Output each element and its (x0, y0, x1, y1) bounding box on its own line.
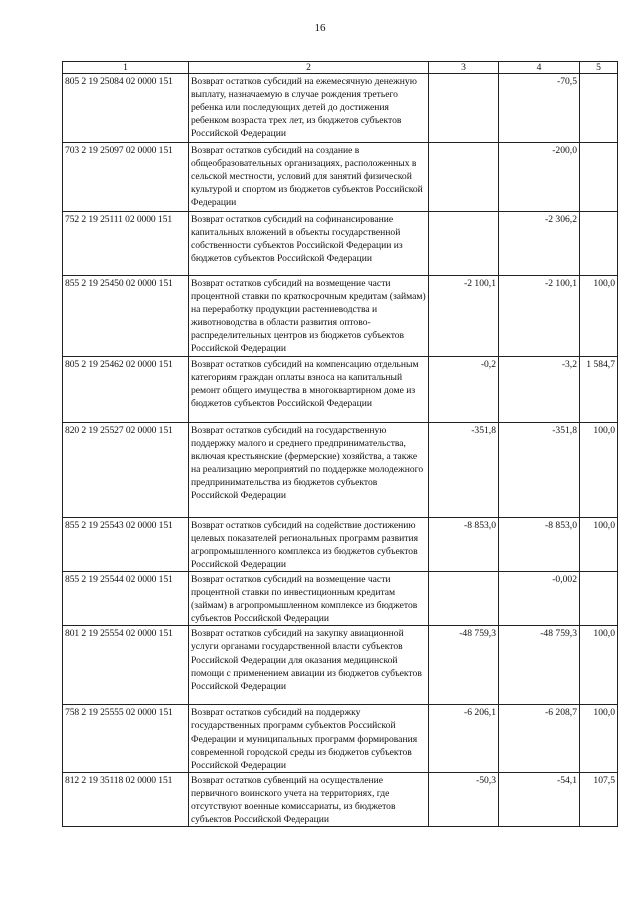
value-col4: -6 208,7 (499, 705, 580, 772)
value-col4: -3,2 (499, 356, 580, 422)
value-col3: -6 206,1 (429, 705, 499, 772)
value-col5 (580, 571, 618, 625)
value-col4: -8 853,0 (499, 517, 580, 571)
item-name: Возврат остатков субсидий на возмещение части процентной ставки по краткосрочным кредитам (займам) на переработку продукции растениеводства и животноводства в области развития оптово-распределительных центров из бюджетов субъектов Российской Федерации (189, 276, 429, 357)
value-col4: -54,1 (499, 772, 580, 826)
value-col4: -2 306,2 (499, 212, 580, 276)
item-name: Возврат остатков субсидий на государственную поддержку малого и среднего предпринимательства, включая крестьянские (фермерские) хозяйства, а также на реализацию мероприятий по поддержке молодежного предпринимательства из бюджетов субъектов Российской Федерации (189, 422, 429, 517)
value-col4: -70,5 (499, 74, 580, 143)
budget-code: 812 2 19 35118 02 0000 151 (63, 772, 189, 826)
table-row (63, 517, 618, 571)
value-col3 (429, 143, 499, 212)
value-col5 (580, 74, 618, 143)
item-name: Возврат остатков субсидий на содействие достижению целевых показателей региональных программ развития агропромышленного комплекса из бюджетов субъектов Российской Федерации (189, 517, 429, 571)
budget-code: 805 2 19 25462 02 0000 151 (63, 356, 189, 422)
value-col5: 100,0 (580, 422, 618, 517)
value-col3: -351,8 (429, 422, 499, 517)
column-header-2: 2 (189, 62, 429, 74)
table-row (63, 571, 618, 625)
table-row (63, 356, 618, 422)
item-name: Возврат остатков субсидий на компенсацию отдельным категориям граждан оплаты взноса на капитальный ремонт общего имущества в многоквартирном доме из бюджетов субъектов Российской Федерации (189, 356, 429, 422)
value-col4: -351,8 (499, 422, 580, 517)
value-col4: -2 100,1 (499, 276, 580, 357)
column-header-1: 1 (63, 62, 189, 74)
value-col5: 100,0 (580, 626, 618, 705)
value-col4: -48 759,3 (499, 626, 580, 705)
item-name: Возврат остатков субсидий на возмещение части процентной ставки по инвестиционным кредитам (займам) в агропромышленном комплексе из бюджетов субъектов Российской Федерации (189, 571, 429, 625)
value-col3: -50,3 (429, 772, 499, 826)
item-name: Возврат остатков субсидий на ежемесячную денежную выплату, назначаемую в случае рождения третьего ребенка или последующих детей до достижения ребенком возраста трех лет, из бюджетов субъектов Российской Федерации (189, 74, 429, 143)
value-col5 (580, 212, 618, 276)
value-col5: 100,0 (580, 517, 618, 571)
table-row (63, 705, 618, 772)
budget-code: 805 2 19 25084 02 0000 151 (63, 74, 189, 143)
value-col5 (580, 143, 618, 212)
table-row (63, 626, 618, 705)
budget-code: 703 2 19 25097 02 0000 151 (63, 143, 189, 212)
table-row (63, 276, 618, 357)
item-name: Возврат остатков субсидий на софинансирование капитальных вложений в объекты государственной собственности субъектов Российской Федерации из бюджетов субъектов Российской Федерации (189, 212, 429, 276)
value-col5: 107,5 (580, 772, 618, 826)
table-row (63, 772, 618, 826)
table-row (63, 212, 618, 276)
column-header-5: 5 (580, 62, 618, 74)
budget-code: 820 2 19 25527 02 0000 151 (63, 422, 189, 517)
value-col5: 100,0 (580, 705, 618, 772)
value-col4: -200,0 (499, 143, 580, 212)
value-col3: -2 100,1 (429, 276, 499, 357)
budget-code: 752 2 19 25111 02 0000 151 (63, 212, 189, 276)
column-header-3: 3 (429, 62, 499, 74)
budget-code: 758 2 19 25555 02 0000 151 (63, 705, 189, 772)
budget-table (62, 61, 618, 827)
table-header-row (63, 62, 618, 74)
budget-code: 855 2 19 25450 02 0000 151 (63, 276, 189, 357)
value-col3: -48 759,3 (429, 626, 499, 705)
item-name: Возврат остатков субсидий на поддержку государственных программ субъектов Российской Федерации и муниципальных программ формирования современной городской среды из бюджетов субъектов Российской Федерации (189, 705, 429, 772)
value-col5: 100,0 (580, 276, 618, 357)
value-col4: -0,002 (499, 571, 580, 625)
budget-code: 855 2 19 25543 02 0000 151 (63, 517, 189, 571)
value-col3: -0,2 (429, 356, 499, 422)
item-name: Возврат остатков субсидий на закупку авиационной услуги органами государственной власти субъектов Российской Федерации для оказания медицинской помощи с применением авиации из бюджетов субъектов Российской Федерации (189, 626, 429, 705)
value-col3 (429, 571, 499, 625)
page-number: 16 (314, 22, 326, 34)
table-row (63, 143, 618, 212)
budget-code: 855 2 19 25544 02 0000 151 (63, 571, 189, 625)
value-col5: 1 584,7 (580, 356, 618, 422)
item-name: Возврат остатков субсидий на создание в общеобразовательных организациях, расположенных в сельской местности, условий для занятий физической культурой и спортом из бюджетов субъектов Российской Федерации (189, 143, 429, 212)
table-row (63, 422, 618, 517)
value-col3: -8 853,0 (429, 517, 499, 571)
budget-code: 801 2 19 25554 02 0000 151 (63, 626, 189, 705)
column-header-4: 4 (499, 62, 580, 74)
value-col3 (429, 74, 499, 143)
item-name: Возврат остатков субвенций на осуществление первичного воинского учета на территориях, где отсутствуют военные комиссариаты, из бюджетов субъектов Российской Федерации (189, 772, 429, 826)
table-row (63, 74, 618, 143)
value-col3 (429, 212, 499, 276)
